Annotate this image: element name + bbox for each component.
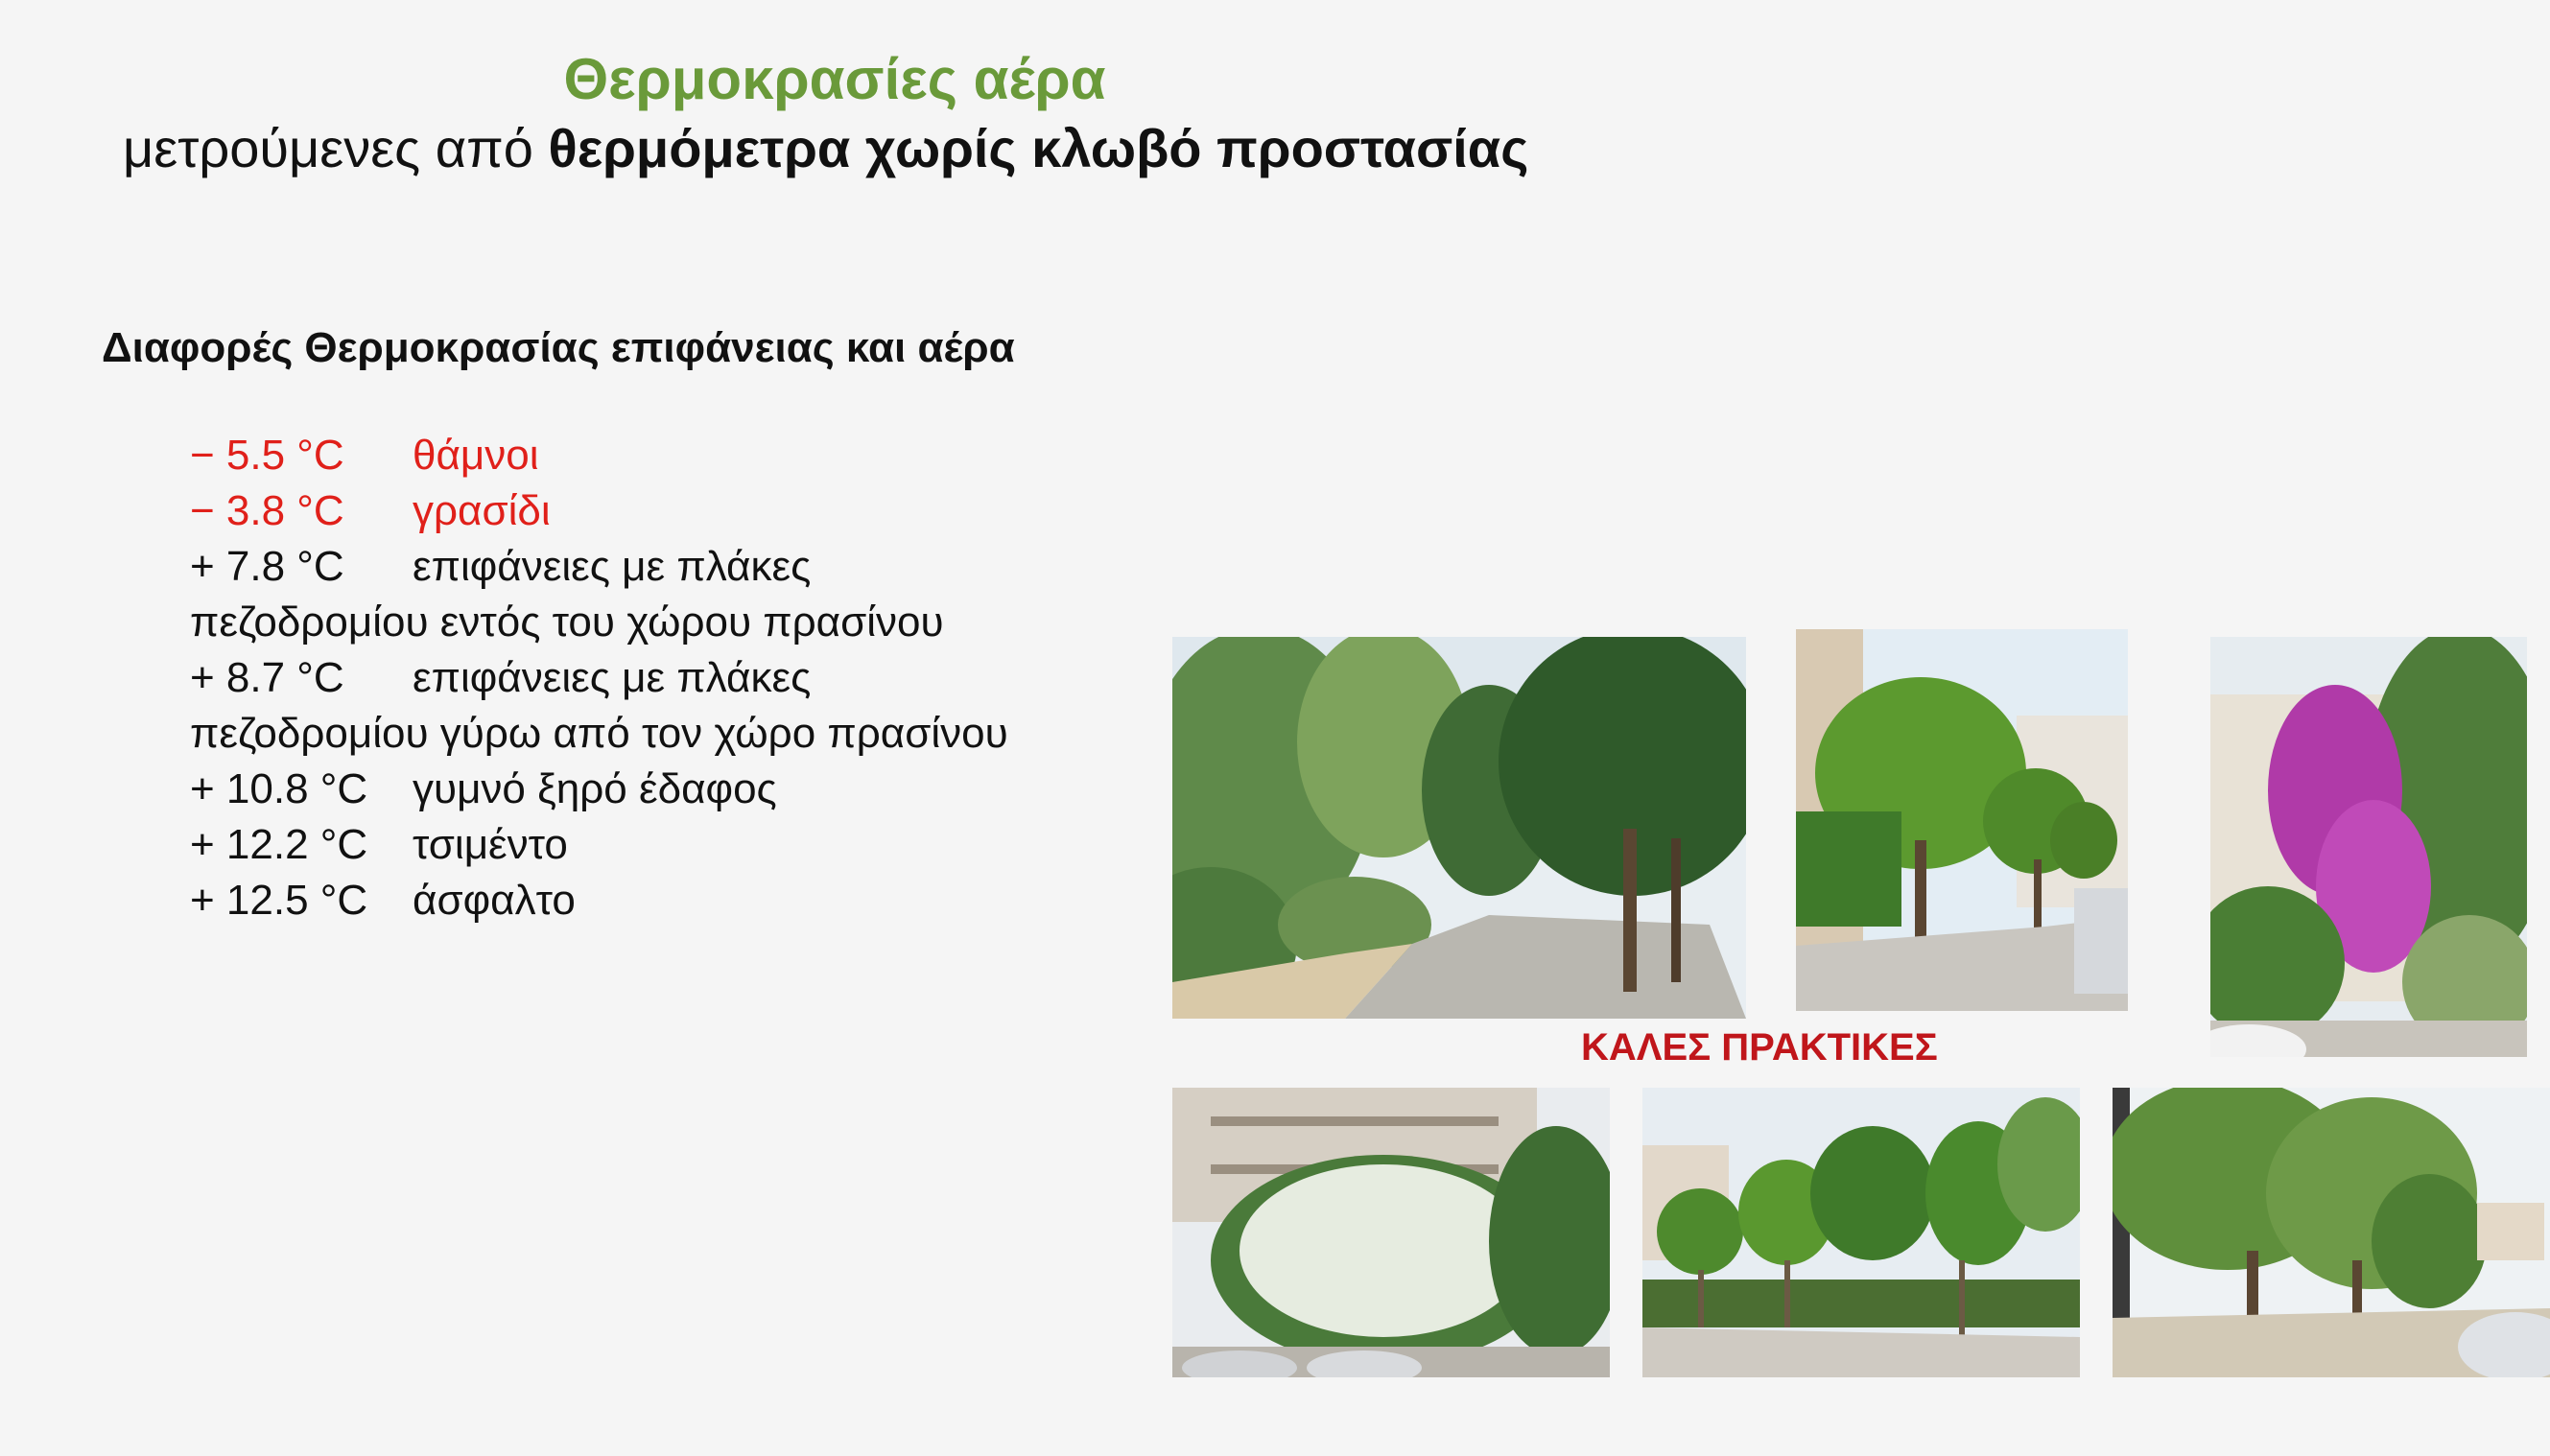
difference-label: επιφάνειες με πλάκες	[413, 654, 812, 701]
list-item	[190, 817, 1008, 873]
section-heading: Διαφορές Θερμοκρασίας επιφάνειας και αέρα	[102, 324, 1015, 371]
difference-value: + 12.5 °C	[190, 877, 368, 924]
photo-shaded-plaza	[2113, 1088, 2550, 1377]
list-item	[190, 539, 1008, 595]
list-item	[190, 873, 1008, 928]
photo-park-path	[1172, 637, 1746, 1019]
difference-label: τσιμέντο	[413, 821, 568, 868]
difference-value: − 3.8 °C	[190, 487, 344, 534]
list-item-continuation: πεζοδρομίου γύρω από τον χώρο πρασίνου	[190, 710, 1008, 757]
difference-value: + 10.8 °C	[190, 765, 368, 812]
difference-label: γυμνό ξηρό έδαφος	[413, 765, 777, 812]
difference-label: άσφαλτο	[413, 877, 576, 924]
subtitle-prefix: μετρούμενες από	[123, 118, 549, 178]
list-item	[190, 650, 1008, 706]
page-title: Θερμοκρασίες αέρα	[563, 47, 1106, 111]
list-item	[190, 762, 1008, 817]
difference-value: − 5.5 °C	[190, 432, 344, 479]
list-item-continuation: πεζοδρομίου εντός του χώρου πρασίνου	[190, 599, 944, 646]
temperature-differences-list	[190, 428, 1008, 928]
photo-oleander-building	[1172, 1088, 1610, 1377]
difference-label: θάμνοι	[413, 432, 539, 479]
photo-topiary-sidewalk	[1796, 629, 2128, 1011]
difference-value: + 7.8 °C	[190, 543, 344, 590]
subtitle-bold: θερμόμετρα χωρίς κλωβό προστασίας	[548, 118, 1529, 178]
caption-good-practices: ΚΑΛΕΣ ΠΡΑΚΤΙΚΕΣ	[1581, 1026, 1938, 1069]
page-subtitle	[123, 117, 1528, 179]
list-item	[190, 483, 1008, 539]
photo-bougainvillea	[2210, 637, 2527, 1057]
list-item	[190, 428, 1008, 483]
difference-value: + 12.2 °C	[190, 821, 368, 868]
difference-label: επιφάνειες με πλάκες	[413, 543, 812, 590]
difference-label: γρασίδι	[413, 487, 551, 534]
photo-pruned-trees-hedge	[1642, 1088, 2080, 1377]
difference-value: + 8.7 °C	[190, 654, 344, 701]
